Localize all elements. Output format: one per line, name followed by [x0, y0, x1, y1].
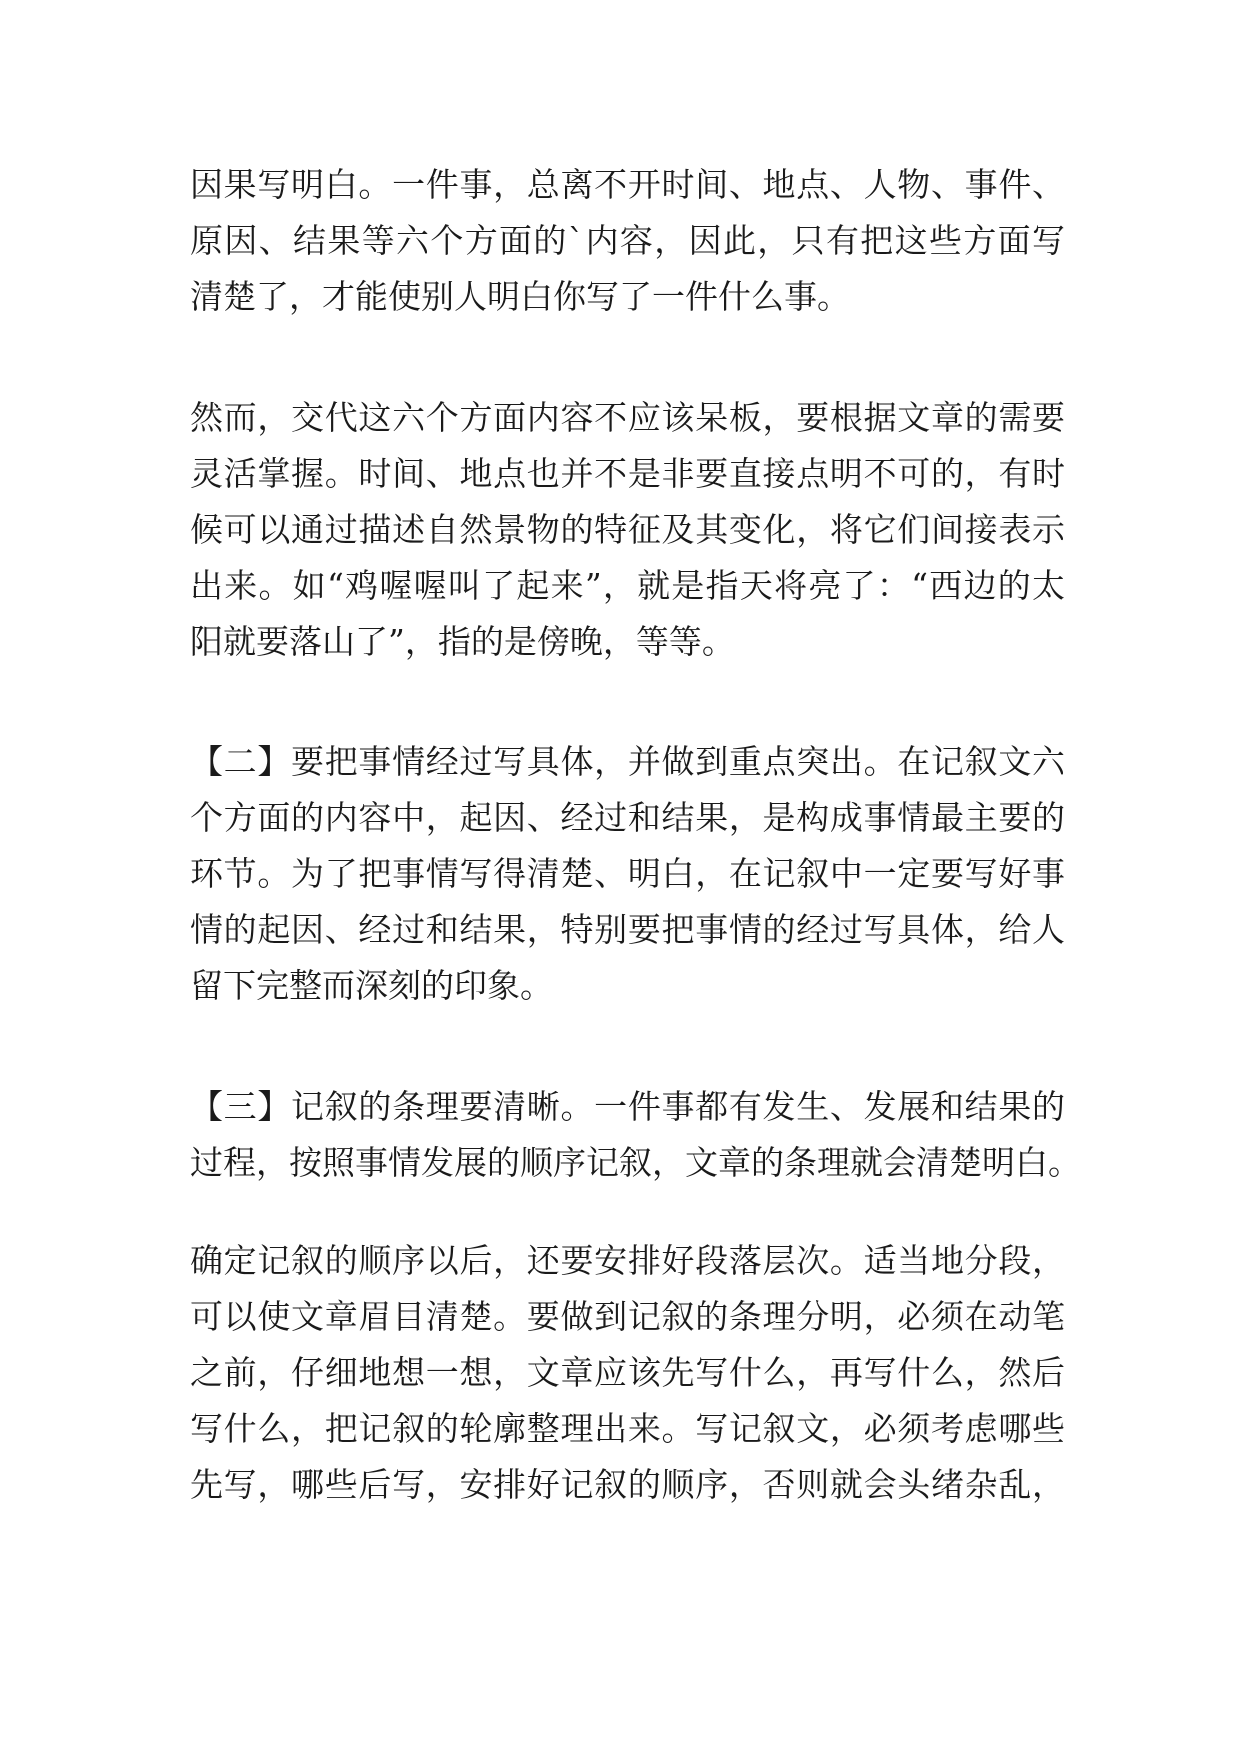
text-line: 阳就要落山了”，指的是傍晚，等等。: [190, 622, 735, 661]
text-line: 原因、结果等六个方面的`内容，因此，只有把这些方面写: [190, 221, 1065, 260]
text-line: 清楚了，才能使别人明白你写了一件什么事。: [190, 277, 850, 316]
text-line: 出来。如“鸡喔喔叫了起来”，就是指天将亮了：“西边的太: [190, 566, 1065, 605]
text-line: 个方面的内容中，起因、经过和结果，是构成事情最主要的: [190, 798, 1065, 837]
paragraph-flexible-elements: [190, 390, 1065, 670]
text-line: 环节。为了把事情写得清楚、明白，在记叙中一定要写好事: [190, 854, 1065, 893]
text-line: 可以使文章眉目清楚。要做到记叙的条理分明，必须在动笔: [190, 1297, 1065, 1336]
text-line: 先写，哪些后写，安排好记叙的顺序，否则就会头绪杂乱，: [190, 1465, 1065, 1504]
text-line: 写什么，把记叙的轮廓整理出来。写记叙文，必须考虑哪些: [190, 1409, 1065, 1448]
paragraph-section-two: [190, 734, 1065, 1014]
text-line: 留下完整而深刻的印象。: [190, 966, 553, 1005]
text-line: 确定记叙的顺序以后，还要安排好段落层次。适当地分段，: [190, 1241, 1065, 1280]
text-line: 【三】记叙的条理要清晰。一件事都有发生、发展和结果的: [190, 1087, 1065, 1126]
paragraph-cause-effect: [190, 157, 1065, 325]
text-line: 过程，按照事情发展的顺序记叙，文章的条理就会清楚明白。: [190, 1143, 1081, 1182]
text-line: 之前，仔细地想一想，文章应该先写什么，再写什么，然后: [190, 1353, 1065, 1392]
text-line: 候可以通过描述自然景物的特征及其变化，将它们间接表示: [190, 510, 1065, 549]
text-line: 因果写明白。一件事，总离不开时间、地点、人物、事件、: [190, 165, 1065, 204]
text-line: 【二】要把事情经过写具体，并做到重点突出。在记叙文六: [190, 742, 1065, 781]
paragraph-arrangement: [190, 1233, 1065, 1513]
text-line: 灵活掌握。时间、地点也并不是非要直接点明不可的，有时: [190, 454, 1065, 493]
paragraph-section-three: [190, 1079, 1081, 1191]
text-line: 情的起因、经过和结果，特别要把事情的经过写具体，给人: [190, 910, 1065, 949]
text-line: 然而，交代这六个方面内容不应该呆板，要根据文章的需要: [190, 398, 1065, 437]
